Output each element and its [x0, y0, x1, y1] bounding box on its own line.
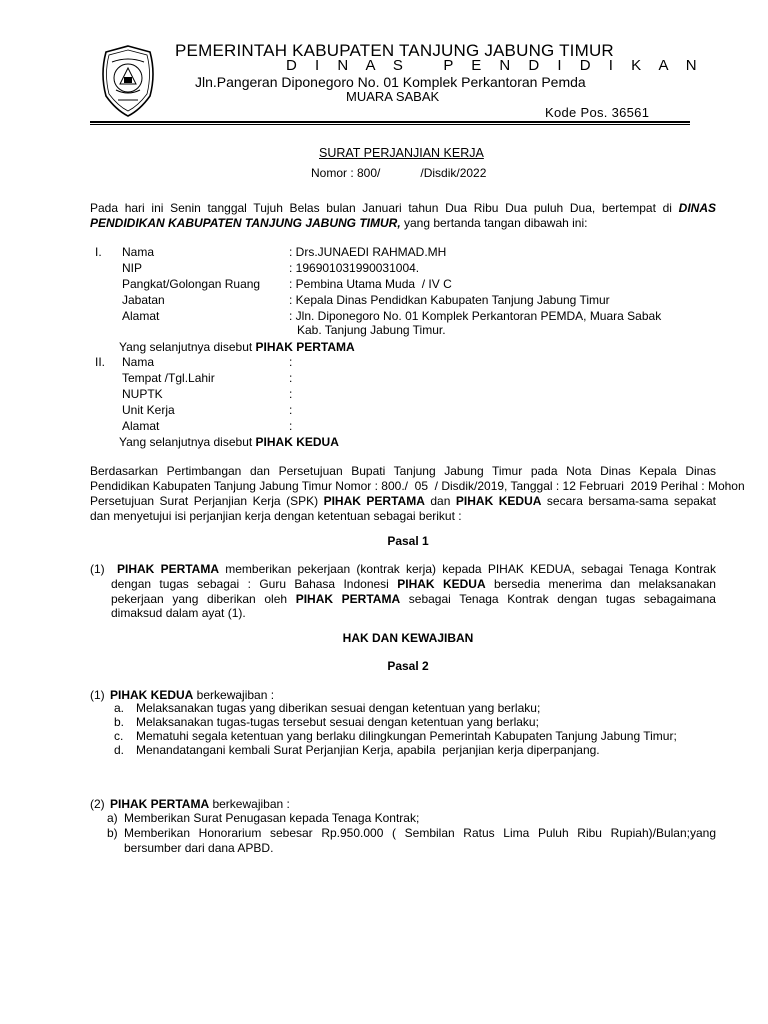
party-1-label-name: Nama [122, 245, 155, 259]
party-2-label-name: Nama [122, 355, 155, 369]
obligation-1-item-letter: b. [114, 715, 125, 729]
pasal-1-line-1 [117, 562, 716, 576]
obligation-1-item-letter: d. [114, 743, 125, 757]
pasal-1-party-1: PIHAK PERTAMA [117, 562, 220, 576]
pasal-1-text: pekerjaan yang diberikan oleh [111, 592, 296, 606]
party-1-value-nip: : 196901031990031004. [289, 261, 420, 275]
basis-text-cont: secara bersama-sama sepakat [546, 494, 716, 508]
obligation-1-item: Mematuhi segala ketentuan yang berlaku dilingkungan Pemerintah Kabupaten Tanjung Jabung Timur; [136, 729, 677, 743]
pasal-1-number: (1) [90, 562, 105, 576]
obligation-2-heading [110, 797, 290, 811]
obligation-1-party: PIHAK KEDUA [110, 688, 194, 702]
obligation-2-party: PIHAK PERTAMA [110, 797, 210, 811]
obligation-2-item-letter: b) [107, 826, 118, 840]
party-2-value-address: : [289, 419, 293, 433]
party-1-label-address: Alamat [122, 309, 160, 323]
basis-line-3 [90, 494, 716, 508]
party-1-label-nip: NIP [122, 261, 143, 275]
obligation-2-number: (2) [90, 797, 105, 811]
intro-line-2 [90, 216, 587, 230]
document-title: SURAT PERJANJIAN KERJA [319, 146, 484, 160]
letterhead-rule-thick [90, 121, 690, 123]
letterhead-rule-thin [90, 124, 690, 125]
obligation-1-item-letter: c. [114, 729, 124, 743]
pasal-1-text: sebagai Tenaga Kontrak dengan tugas sebagaimana [408, 592, 716, 606]
intro-agency-bold-cont: PENDIDIKAN KABUPATEN TANJUNG JABUNG TIMUR, [90, 216, 401, 230]
intro-text: Pada hari ini Senin tanggal Tujuh Belas bulan Januari tahun Dua Ribu Dua puluh Dua, bertempat di [90, 201, 672, 215]
pasal-1-text: dengan tugas sebagai : Guru Bahasa Indonesi [111, 577, 398, 591]
designation-party-bold: PIHAK PERTAMA [255, 340, 355, 354]
obligation-1-item: Melaksanakan tugas yang diberikan sesuai dengan ketentuan yang berlaku; [136, 701, 541, 715]
obligation-1-item: Menandatangani kembali Surat Perjanjian Kerja, apabila perjanjian kerja diperpanjang. [136, 743, 600, 757]
party-1-label-rank: Pangkat/Golongan Ruang [122, 277, 261, 291]
party-2-numeral: II. [95, 355, 106, 369]
designation-party-bold: PIHAK KEDUA [255, 435, 339, 449]
party-1-value-name: : Drs.JUNAEDI RAHMAD.MH [289, 245, 447, 259]
party-1-address-cont: Kab. Tanjung Jabung Timur. [297, 323, 446, 337]
intro-text-cont: yang bertanda tangan dibawah ini: [400, 216, 588, 230]
intro-agency-bold: DINAS [678, 201, 716, 215]
designation-text: Yang selanjutnya disebut [119, 340, 256, 354]
party-1-value-rank: : Pembina Utama Muda / IV C [289, 277, 452, 291]
basis-party-2: PIHAK KEDUA [455, 494, 542, 508]
pasal-1-party-2: PIHAK KEDUA [397, 577, 486, 591]
obligation-1-number: (1) [90, 688, 105, 702]
obligation-1-heading [110, 688, 274, 702]
obligation-1-item: Melaksanakan tugas-tugas tersebut sesuai dengan ketentuan yang berlaku; [136, 715, 539, 729]
letterhead-postal-code: Kode Pos. 36561 [545, 105, 650, 120]
regency-seal-logo [98, 44, 158, 118]
section-heading-rights: HAK DAN KEWAJIBAN [342, 631, 474, 645]
document-number: Nomor : 800/ /Disdik/2022 [311, 166, 487, 180]
party-1-value-position: : Kepala Dinas Pendidkan Kabupaten Tanjung Jabung Timur [289, 293, 610, 307]
letterhead-government: PEMERINTAH KABUPATEN TANJUNG JABUNG TIMUR [175, 41, 614, 60]
designation-text: Yang selanjutnya disebut [119, 435, 256, 449]
letterhead-agency: D I N A S P E N D I D I K A N [286, 57, 704, 74]
party-2-value-birth: : [289, 371, 293, 385]
basis-text: Persetujuan Surat Perjanjian Kerja (SPK) [90, 494, 324, 508]
basis-line-1: Berdasarkan Pertimbangan dan Persetujuan Bupati Tanjung Jabung Timur pada Nota Dinas Kepala Dinas [90, 464, 716, 478]
intro-line-1 [90, 201, 716, 215]
pasal-1-line-3 [111, 592, 716, 606]
party-2-value-nuptk: : [289, 387, 293, 401]
obligation-2-suffix: berkewajiban : [209, 797, 290, 811]
letterhead-city: MUARA SABAK [346, 89, 440, 104]
obligation-1-suffix: berkewajiban : [193, 688, 275, 702]
obligation-2-item-letter: a) [107, 811, 118, 825]
pasal-1-line-2 [111, 577, 716, 591]
party-1-designation [119, 340, 355, 354]
basis-and: dan [430, 494, 456, 508]
basis-line-4: dan menyetujui isi perjanjian kerja dengan ketentuan sebagai berikut : [90, 509, 462, 523]
party-2-label-address: Alamat [122, 419, 160, 433]
party-2-value-unit: : [289, 403, 293, 417]
obligation-2-item-cont: bersumber dari dana APBD. [124, 841, 274, 855]
letterhead-address: Jln.Pangeran Diponegoro No. 01 Komplek Perkantoran Pemda [195, 74, 586, 90]
pasal-1-text: memberikan pekerjaan (kontrak kerja) kepada PIHAK KEDUA, sebagai Tenaga Kontrak [225, 562, 716, 576]
basis-party-1: PIHAK PERTAMA [323, 494, 425, 508]
pasal-1-line-4: dimaksud dalam ayat (1). [111, 606, 246, 620]
party-1-label-position: Jabatan [122, 293, 165, 307]
party-2-label-birth: Tempat /Tgl.Lahir [122, 371, 215, 385]
obligation-1-item-letter: a. [114, 701, 125, 715]
obligation-2-item: Memberikan Honorarium sebesar Rp.950.000 ( Sembilan Ratus Lima Puluh Ribu Rupiah)/Bulan;yang [124, 826, 716, 840]
obligation-2-item: Memberikan Surat Penugasan kepada Tenaga Kontrak; [124, 811, 420, 825]
pasal-1-heading: Pasal 1 [387, 534, 429, 548]
party-1-value-address: : Jln. Diponegoro No. 01 Komplek Perkantoran PEMDA, Muara Sabak [289, 309, 662, 323]
party-2-label-nuptk: NUPTK [122, 387, 163, 401]
pasal-2-heading: Pasal 2 [387, 659, 429, 673]
party-2-designation [119, 435, 339, 449]
party-2-label-unit: Unit Kerja [122, 403, 175, 417]
pasal-1-party-1: PIHAK PERTAMA [295, 592, 401, 606]
party-1-numeral: I. [95, 245, 102, 259]
party-2-value-name: : [289, 355, 293, 369]
basis-line-2: Pendidikan Kabupaten Tanjung Jabung Timur Nomor : 800./ 05 / Disdik/2019, Tanggal : 12 Februari 2019 Perihal : Mohon [90, 479, 745, 493]
pasal-1-text: bersedia menerima dan melaksanakan [494, 577, 716, 591]
